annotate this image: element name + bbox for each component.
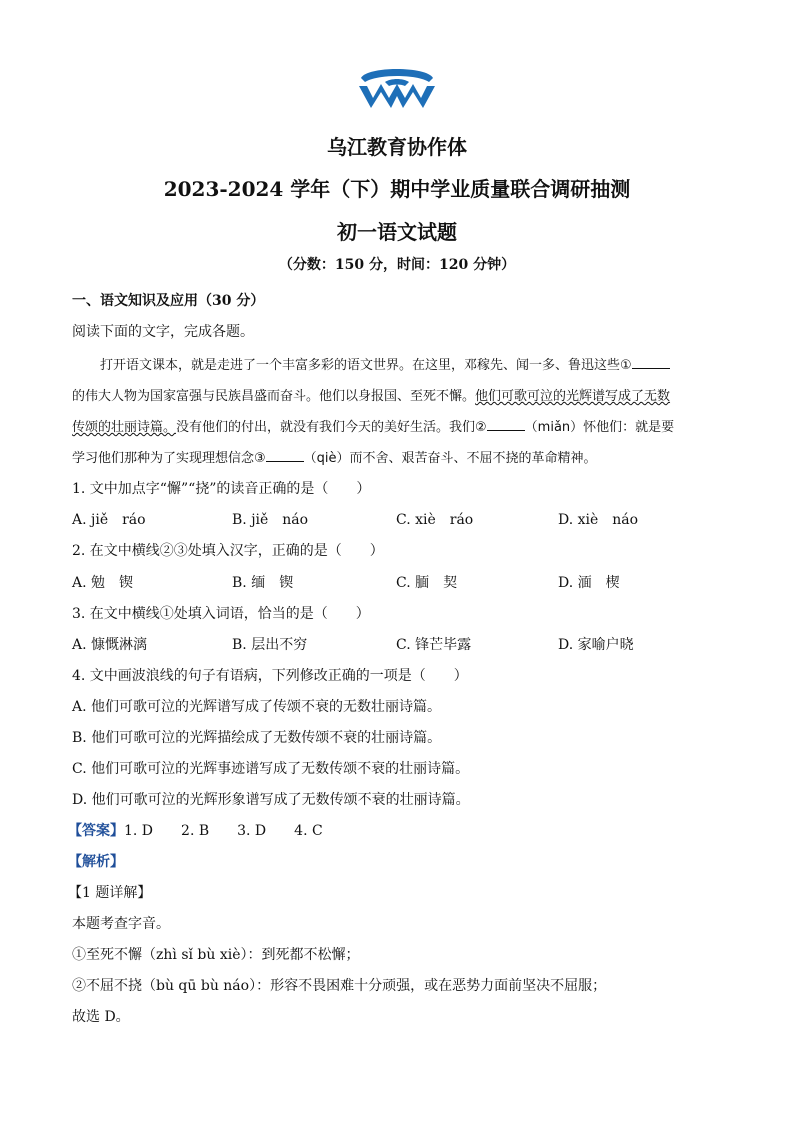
wavy-sentence-part1: 他们可歌可泣的光辉谱写成了无数 xyxy=(475,389,671,404)
q1-option-d[interactable]: D. xiè náo xyxy=(558,512,639,528)
analysis-line-1: 本题考查字音。 xyxy=(72,916,170,932)
q2-option-a[interactable]: A. 勉 锲 xyxy=(72,575,134,591)
q2-option-b[interactable]: B. 缅 锲 xyxy=(232,575,294,591)
q4-option-c[interactable]: C. 他们可歌可泣的光辉事迹谱写成了无数传颂不衰的壮丽诗篇。 xyxy=(72,761,470,777)
passage-line-3: 传颂的壮丽诗篇。没有他们的付出，就没有我们今天的美好生活。我们② （miǎn）怀他们：就是要 xyxy=(72,420,675,435)
q1-option-a[interactable]: A. jiě ráo xyxy=(72,512,146,528)
q3-option-b[interactable]: B. 层出不穷 xyxy=(232,637,308,653)
question-1-stem: 1. 文中加点字“懈”“挠”的读音正确的是（ ） xyxy=(72,481,371,497)
analysis-line-2: ①至死不懈（zhì sǐ bù xiè）：到死都不松懈； xyxy=(72,947,360,963)
exam-meta: （分数：150 分，时间：120 分钟） xyxy=(278,257,516,273)
exam-title: 2023-2024 学年（下）期中学业质量联合调研抽测 xyxy=(163,177,631,201)
q3-option-a[interactable]: A. 慷慨淋漓 xyxy=(72,637,148,653)
passage-line-4: 学习他们那种为了实现理想信念③ （qiè）而不舍、艰苦奋斗、不屈不挠的革命精神。 xyxy=(72,451,597,466)
ujiang-logo-icon xyxy=(357,64,437,114)
question-4-stem: 4. 文中画波浪线的句子有语病，下列修改正确的一项是（ ） xyxy=(72,668,468,684)
blank-2[interactable] xyxy=(487,418,525,431)
passage-line-2: 的伟大人物为国家富强与民族昌盛而奋斗。他们以身报国、至死不懈。他们可歌可泣的光辉谱写成了无数 xyxy=(72,389,671,404)
q4-option-d[interactable]: D. 他们可歌可泣的光辉形象谱写成了无数传颂不衰的壮丽诗篇。 xyxy=(72,792,470,808)
analysis-line-4: 故选 D。 xyxy=(72,1009,130,1025)
question-2-stem: 2. 在文中横线②③处填入汉字，正确的是（ ） xyxy=(72,543,384,559)
analysis-subheading: 【1 题详解】 xyxy=(68,885,152,901)
q3-option-c[interactable]: C. 锋芒毕露 xyxy=(396,637,472,653)
blank-1[interactable] xyxy=(632,356,670,369)
q3-option-d[interactable]: D. 家喻户晓 xyxy=(558,637,634,653)
analysis-line-3: ②不屈不挠（bù qū bù náo）：形容不畏困难十分顽强，或在恶势力面前坚决不屈服； xyxy=(72,978,607,994)
answer-text: 1. D 2. B 3. D 4. C xyxy=(124,823,323,839)
q1-option-c[interactable]: C. xiè ráo xyxy=(396,512,474,528)
q4-option-a[interactable]: A. 他们可歌可泣的光辉谱写成了传颂不衰的无数壮丽诗篇。 xyxy=(72,699,442,715)
q4-option-b[interactable]: B. 他们可歌可泣的光辉描绘成了无数传颂不衰的壮丽诗篇。 xyxy=(72,730,442,746)
blank-3[interactable] xyxy=(266,449,304,462)
analysis-tag: 【解析】 xyxy=(68,854,124,870)
instruction: 阅读下面的文字，完成各题。 xyxy=(72,324,254,340)
subject-title: 初一语文试题 xyxy=(337,220,457,244)
passage-line-1: 打开语文课本，就是走进了一个丰富多彩的语文世界。在这里，邓稼先、闻一多、鲁迅这些① xyxy=(100,354,670,373)
answer-tag: 【答案】 xyxy=(68,823,124,839)
answer-line xyxy=(68,820,323,840)
q2-option-d[interactable]: D. 湎 楔 xyxy=(558,575,620,591)
q1-option-b[interactable]: B. jiě náo xyxy=(232,512,309,528)
org-title: 乌江教育协作体 xyxy=(327,135,467,159)
question-3-stem: 3. 在文中横线①处填入词语，恰当的是（ ） xyxy=(72,606,370,622)
wavy-sentence-part2: 传颂的壮丽诗篇。 xyxy=(72,420,177,435)
q2-option-c[interactable]: C. 腼 契 xyxy=(396,575,458,591)
section-title: 一、语文知识及应用（30 分） xyxy=(72,293,265,309)
